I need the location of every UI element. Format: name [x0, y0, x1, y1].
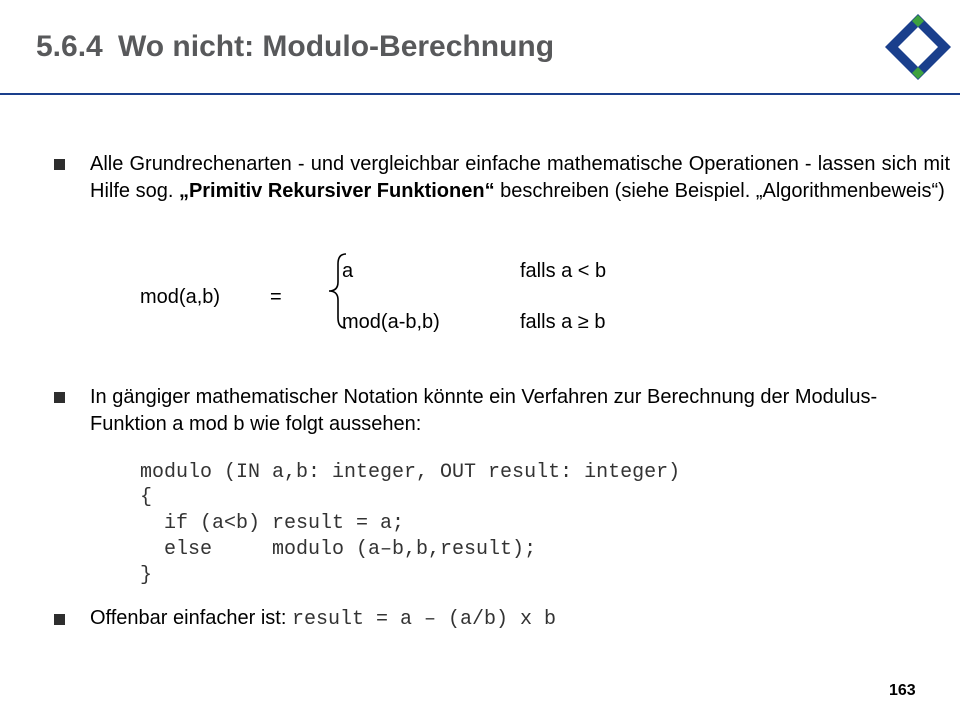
bullet-marker — [54, 159, 65, 170]
bullet-1-text — [90, 151, 950, 205]
code-line-5: } — [140, 564, 153, 587]
code-line-4: else modulo (a–b,b,result); — [140, 538, 537, 561]
bullet-1-bold: „Primitiv Rekursiver Funktionen“ — [178, 180, 495, 202]
title-text: Wo nicht: Modulo-Berechnung — [118, 30, 555, 63]
formula-case1-value: a — [342, 260, 354, 282]
formula-case2-condition — [520, 310, 605, 334]
formula-case1-condition: falls a < b — [520, 260, 607, 282]
section-number: 5.6.4 — [36, 30, 103, 63]
diamond-logo-icon — [883, 12, 953, 82]
formula-equals: = — [270, 286, 282, 308]
bullet-2-text: In gängiger mathematischer Notation könnte ein Verfahren zur Berechnung der Modulus-Funktion a mod b wie folgt aussehen: — [90, 386, 878, 435]
formula-lhs: mod(a,b) — [140, 286, 221, 308]
code-line-3: if (a<b) result = a; — [140, 512, 405, 535]
bullet-3-code: result = a – (a/b) x b — [291, 608, 557, 631]
bullet-marker — [54, 392, 65, 403]
bullet-1-text-a: Alle Grundrechenarten - und vergleichbar einfache mathematische Operationen - lassen sich mit Hilfe sog. — [90, 153, 950, 202]
page-number: 163 — [889, 682, 916, 699]
bullet-3-label: Offenbar einfacher ist: — [90, 607, 292, 629]
slide-title — [36, 30, 554, 64]
code-line-2: { — [140, 486, 153, 509]
title-rule — [0, 93, 960, 95]
bullet-marker — [54, 614, 65, 625]
formula-case2-value: mod(a-b,b) — [342, 311, 440, 333]
bullet-1-text-b: beschreiben (siehe Beispiel. „Algorithmenbeweis“) — [494, 180, 945, 202]
case2-symbol: ≥ — [577, 311, 589, 333]
code-line-1: modulo (IN a,b: integer, OUT result: integer) — [140, 461, 681, 484]
case2-suffix: b — [588, 311, 606, 333]
case2-prefix: falls a — [520, 311, 578, 333]
bullet-3-text — [90, 606, 556, 632]
